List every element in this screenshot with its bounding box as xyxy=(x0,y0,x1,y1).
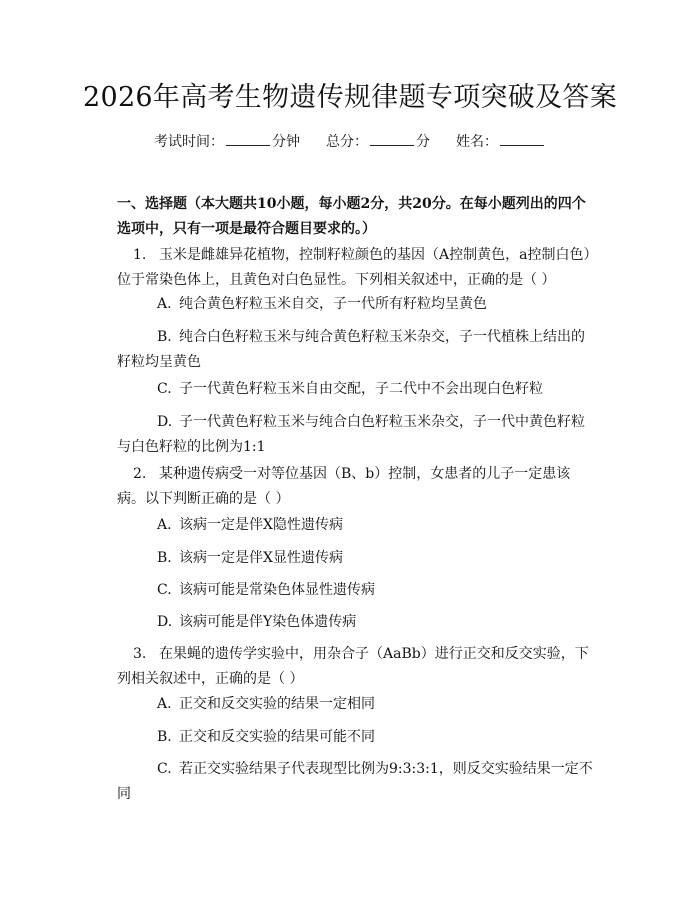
option-text: 该病一定是伴X隐性遗传病 xyxy=(179,517,343,533)
question-1-option-d xyxy=(117,410,597,460)
time-blank xyxy=(226,133,270,146)
question-2-stem xyxy=(117,462,597,512)
option-text: 正交和反交实验的结果可能不同 xyxy=(179,729,375,745)
score-blank xyxy=(370,133,414,146)
option-letter: C. xyxy=(157,761,172,777)
score-unit: 分 xyxy=(416,134,430,150)
question-3-option-b xyxy=(117,725,597,750)
question-3-option-a xyxy=(117,692,597,717)
option-text: 纯合黄色籽粒玉米自交，子一代所有籽粒均呈黄色 xyxy=(179,296,487,312)
option-text: 纯合白色籽粒玉米与纯合黄色籽粒玉米杂交，子一代植株上结出的籽粒均呈黄色 xyxy=(117,329,585,370)
option-letter: A. xyxy=(157,296,172,312)
option-text: 该病一定是伴X显性遗传病 xyxy=(179,550,343,566)
question-text: 玉米是雌雄异花植物，控制籽粒颜色的基因（A控制黄色，a控制白色）位于常染色体上，且黄色对白色显性。下列相关叙述中，正确的是（ ） xyxy=(117,247,591,288)
question-1-stem xyxy=(117,243,597,293)
option-letter: B. xyxy=(157,329,172,345)
question-2-option-a xyxy=(117,513,597,538)
question-number: 3. xyxy=(133,646,147,662)
question-3-stem xyxy=(117,642,597,692)
question-1-option-b xyxy=(117,325,597,375)
option-letter: B. xyxy=(157,550,172,566)
question-text: 某种遗传病受一对等位基因（B、b）控制，女患者的儿子一定患该病。以下判断正确的是（ ） xyxy=(117,466,571,507)
option-letter: A. xyxy=(157,696,172,712)
section-heading: 一、选择题（本大题共10小题，每小题2分，共20分。在每小题列出的四个选项中，只有一项是最符合题目要求的。） xyxy=(117,196,586,237)
exam-info-line xyxy=(0,132,700,152)
score-label: 总分： xyxy=(326,134,368,150)
question-number: 2. xyxy=(133,466,147,482)
option-text: 该病可能是常染色体显性遗传病 xyxy=(179,582,375,598)
option-text: 子一代黄色籽粒玉米与纯合白色籽粒玉米杂交，子一代中黄色籽粒与白色籽粒的比例为1:1 xyxy=(117,414,585,455)
question-2-option-b xyxy=(117,546,597,571)
name-blank xyxy=(500,133,544,146)
option-letter: D. xyxy=(157,614,173,630)
question-1-option-c xyxy=(117,377,597,402)
question-number: 1. xyxy=(133,247,147,263)
option-text: 该病可能是伴Y染色体遗传病 xyxy=(179,614,357,630)
time-unit: 分钟 xyxy=(272,134,300,150)
option-text: 正交和反交实验的结果一定相同 xyxy=(179,696,375,712)
option-text: 若正交实验结果子代表现型比例为9:3:3:1，则反交实验结果一定不同 xyxy=(117,761,593,802)
question-2-option-c xyxy=(117,578,597,603)
question-1-option-a xyxy=(117,292,597,317)
option-letter: C. xyxy=(157,381,172,397)
option-letter: C. xyxy=(157,582,172,598)
name-label: 姓名： xyxy=(456,134,498,150)
question-2-option-d xyxy=(117,610,597,635)
option-text: 子一代黄色籽粒玉米自由交配，子二代中不会出现白色籽粒 xyxy=(179,381,543,397)
question-3-option-c xyxy=(117,757,597,807)
page-title: 2026年高考生物遗传规律题专项突破及答案 xyxy=(82,82,617,113)
option-letter: A. xyxy=(157,517,172,533)
time-label: 考试时间： xyxy=(154,134,224,150)
option-letter: D. xyxy=(157,414,173,430)
question-text: 在果蝇的遗传学实验中，用杂合子（AaBb）进行正交和反交实验，下列相关叙述中，正确的是（ ） xyxy=(117,646,589,687)
option-letter: B. xyxy=(157,729,172,745)
